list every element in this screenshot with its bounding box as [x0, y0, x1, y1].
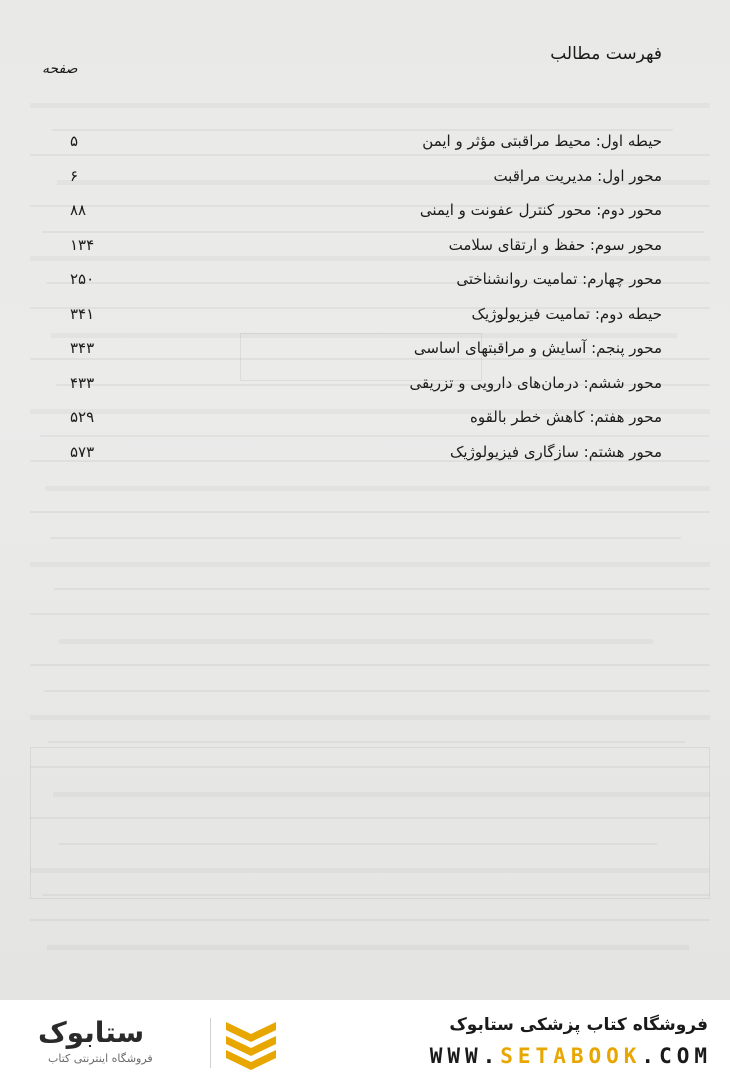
toc-entry-page: ۵۷۳: [70, 442, 95, 461]
toc-entry-label: محور هفتم: کاهش خطر بالقوه: [470, 408, 662, 426]
toc-entry-page: ۱۳۴: [70, 235, 95, 254]
toc-entry[interactable]: [70, 197, 662, 232]
url-suffix: .COM: [641, 1044, 712, 1068]
url-accent: SETABOOK: [500, 1044, 642, 1068]
bleed-through-line: [47, 945, 689, 950]
store-url[interactable]: [430, 1044, 712, 1068]
toc-entry[interactable]: [70, 128, 662, 163]
bleed-through-line: [30, 919, 710, 921]
toc-entry-page: ۵: [70, 132, 79, 150]
toc-entry-label: حیطه اول: محیط مراقبتی مؤثر و ایمن: [422, 132, 662, 150]
bleed-through-line: [30, 613, 710, 615]
bleed-through-box: [30, 747, 710, 899]
toc-entry-label: حیطه دوم: تمامیت فیزیولوژیک: [471, 304, 662, 323]
table-of-contents: [70, 128, 662, 473]
book-stack-logo-icon: [222, 1016, 280, 1072]
page-column-header: صفحه: [42, 61, 78, 77]
toc-entry-page: ۳۴۱: [70, 304, 95, 323]
bleed-through-line: [44, 690, 710, 692]
toc-entry-label: محور اول: مدیریت مراقبت: [493, 166, 662, 185]
toc-entry-label: محور ششم: درمان‌های دارویی و تزریقی: [409, 373, 662, 392]
toc-entry-label: محور چهارم: تمامیت روانشناختی: [456, 270, 662, 288]
toc-entry-label: محور دوم: محور کنترل عفونت و ایمنی: [419, 201, 662, 219]
bleed-through-line: [30, 664, 710, 666]
logo-divider: [210, 1018, 211, 1068]
store-logo[interactable]: [38, 1014, 206, 1072]
bleed-through-line: [30, 715, 710, 720]
bleed-through-line: [48, 741, 685, 743]
bleed-through-line: [30, 511, 710, 513]
page-title: فهرست مطالب: [550, 44, 662, 64]
bleed-through-line: [30, 562, 710, 567]
toc-entry[interactable]: [70, 266, 662, 301]
toc-entry-page: ۴۳۳: [70, 373, 95, 392]
toc-entry-label: محور پنجم: آسایش و مراقبتهای اساسی: [413, 339, 662, 357]
toc-entry[interactable]: [70, 163, 662, 198]
toc-entry[interactable]: [70, 232, 662, 267]
toc-entry-page: ۸۸: [70, 201, 87, 219]
logo-wordmark: ستابوک: [38, 1016, 145, 1049]
store-banner: [0, 1000, 730, 1080]
toc-entry[interactable]: [70, 404, 662, 439]
bleed-through-line: [45, 486, 710, 491]
toc-entry[interactable]: [70, 370, 662, 405]
url-prefix: WWW.: [429, 1044, 501, 1068]
toc-entry[interactable]: [70, 439, 662, 474]
toc-entry-label: محور هشتم: سازگاری فیزیولوژیک: [449, 442, 662, 461]
bleed-through-line: [50, 537, 681, 539]
toc-entry-page: ۳۴۳: [70, 339, 95, 357]
bleed-through-line: [59, 639, 653, 644]
logo-tagline: فروشگاه اینترنتی کتاب: [48, 1052, 153, 1065]
bleed-through-line: [54, 588, 710, 590]
toc-entry-page: ۵۲۹: [70, 408, 95, 426]
bleed-through-line: [30, 103, 710, 108]
toc-entry-label: محور سوم: حفظ و ارتقای سلامت: [448, 235, 662, 254]
toc-entry[interactable]: [70, 335, 662, 370]
toc-entry[interactable]: [70, 301, 662, 336]
store-name: فروشگاه کتاب پزشکی ستابوک: [449, 1015, 708, 1035]
toc-entry-page: ۲۵۰: [70, 270, 95, 288]
toc-entry-page: ۶: [70, 166, 79, 185]
